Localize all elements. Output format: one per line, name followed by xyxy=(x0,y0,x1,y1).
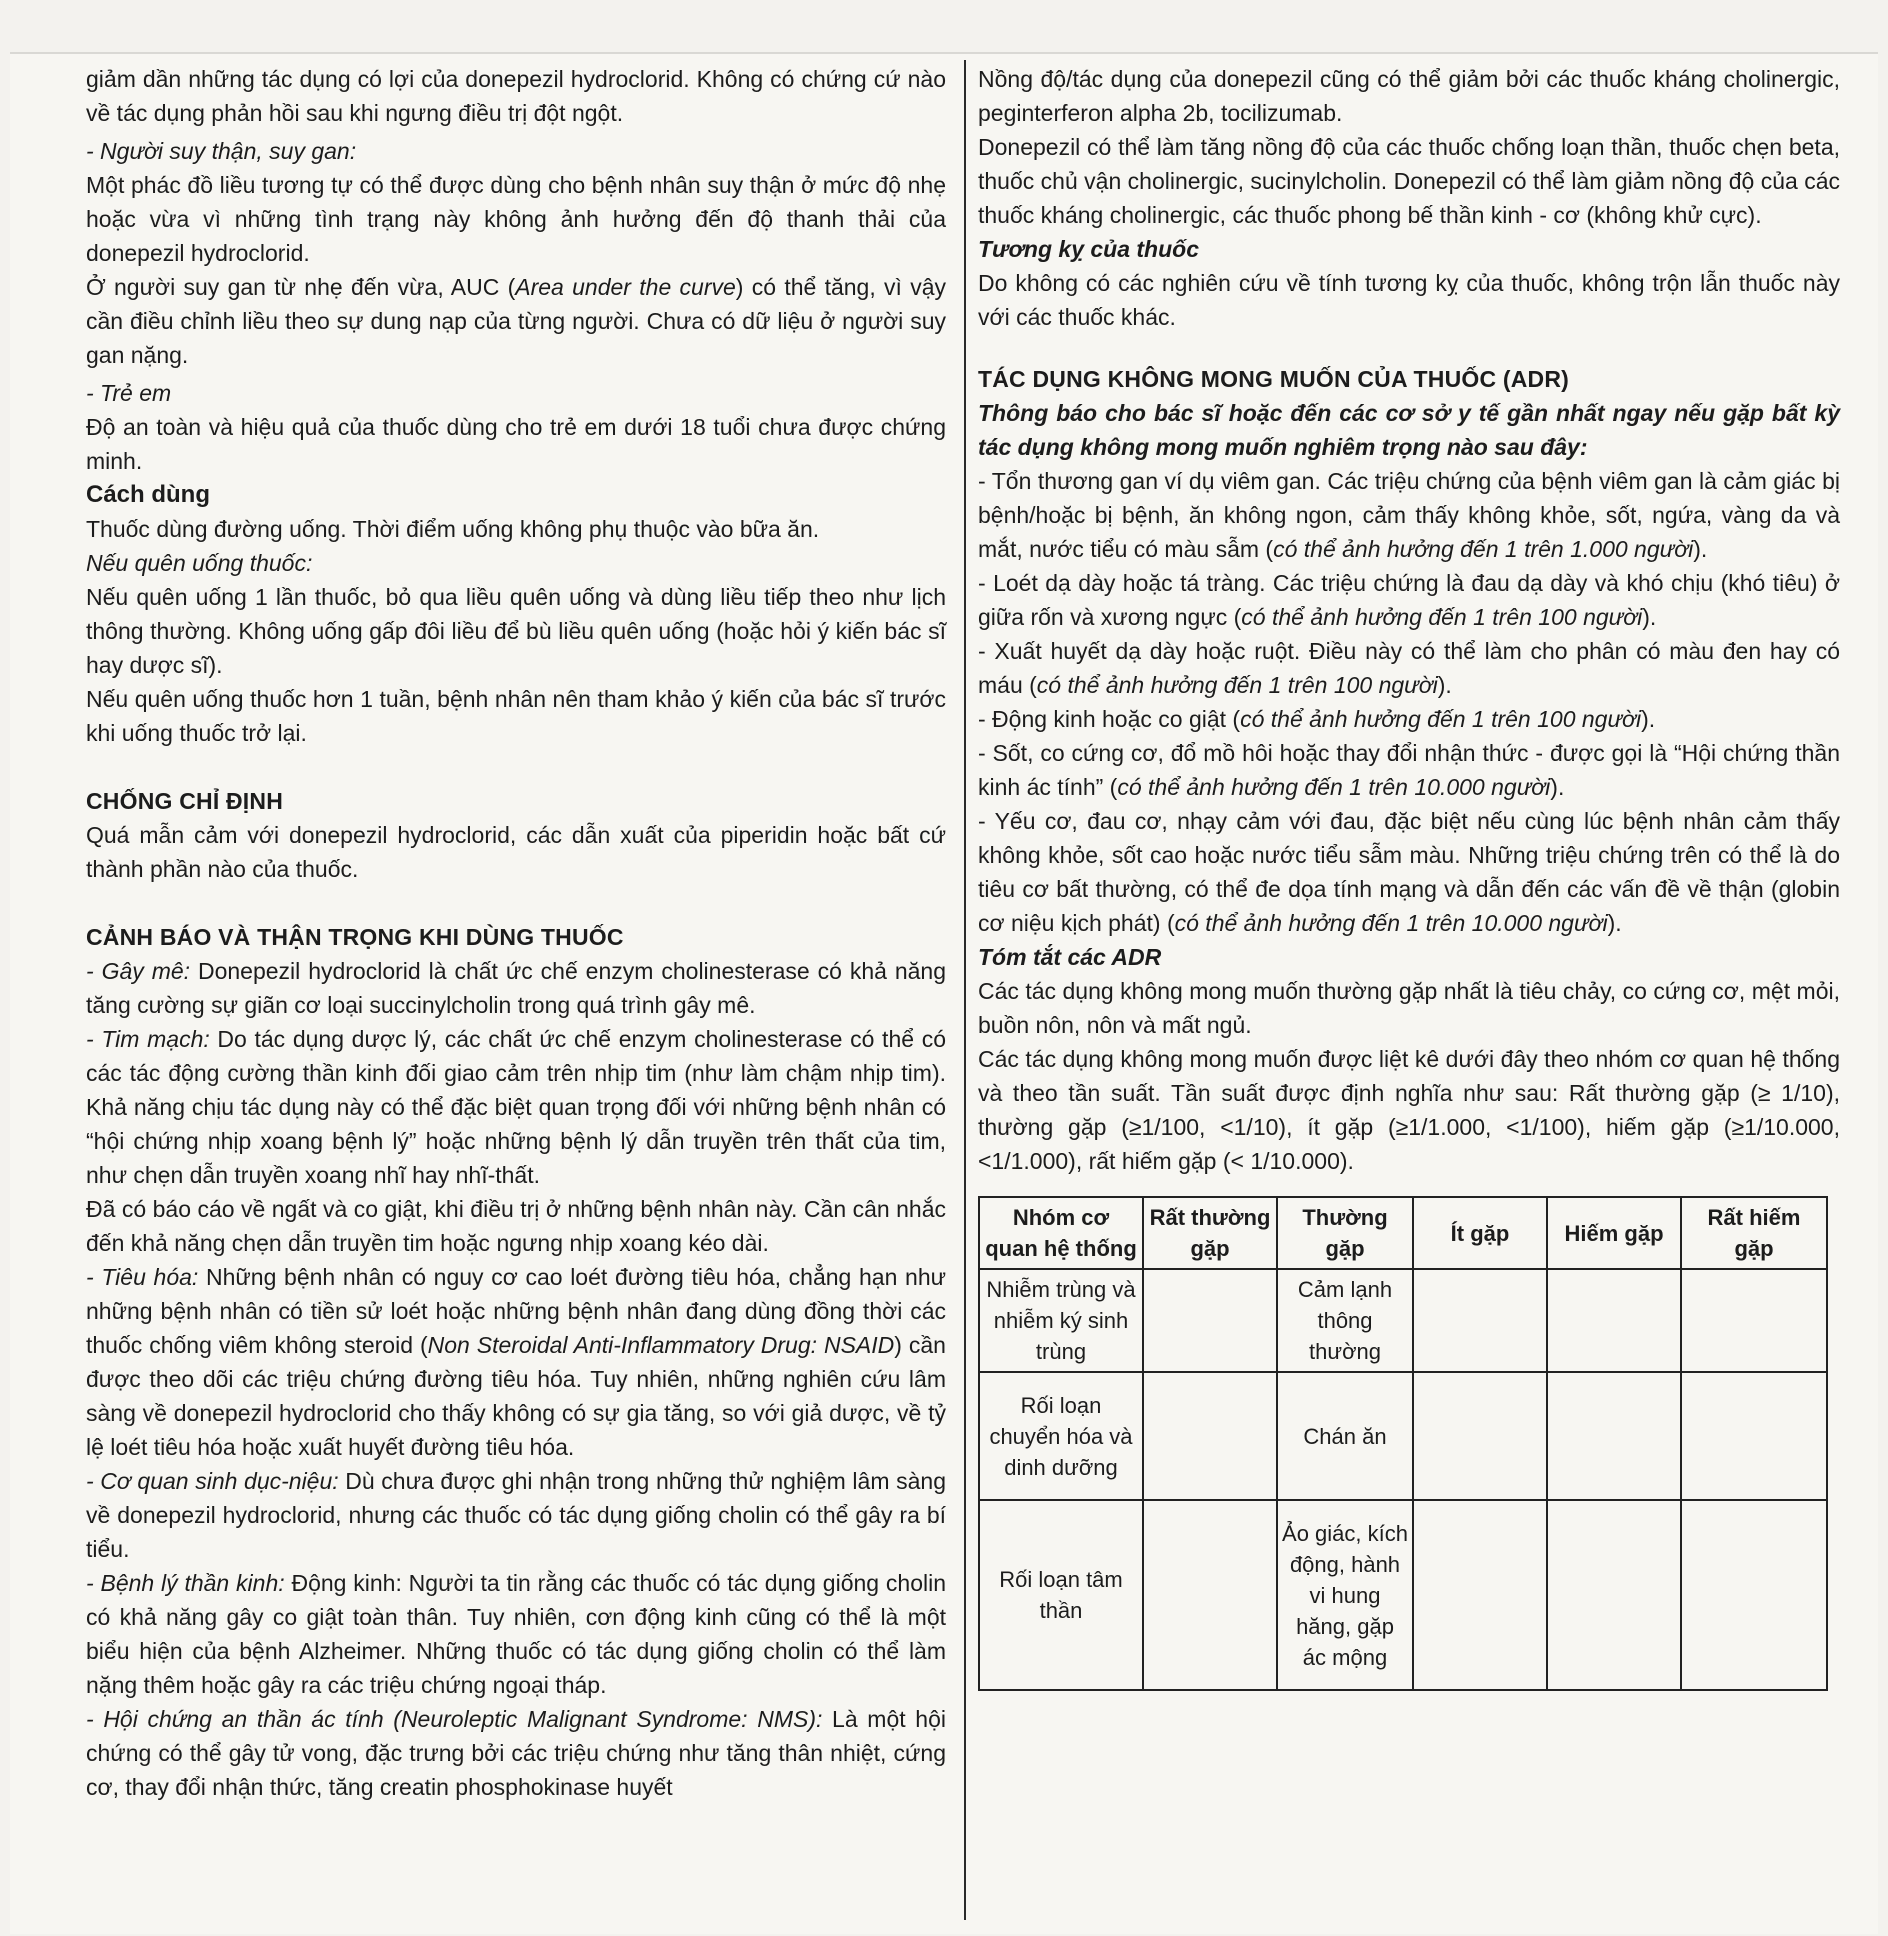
compatibility-paragraph: Do không có các nghiên cứu về tính tương kỵ của thuốc, không trộn lẫn thuốc này với các thuốc khác. xyxy=(978,270,1840,330)
adr-bullet-ulcer-text: - Loét dạ dày hoặc tá tràng. Các triệu chứng là đau dạ dày và khó chịu (khó tiêu) ở giữa rốn và xương ngực ( xyxy=(978,570,1840,630)
cardio-paragraph-2: Đã có báo cáo về ngất và co giật, khi điều trị ở những bệnh nhân này. Cần cân nhắc đến khả năng chẹn dẫn truyền tim hoặc ngưng nhịp xoang kéo dài. xyxy=(86,1196,946,1256)
nms-label: - Hội chứng an thần ác tính (Neuroleptic Malignant Syndrome: NMS): xyxy=(86,1706,823,1732)
table-header-cell: Nhóm cơ quan hệ thống xyxy=(979,1197,1143,1269)
adr-bullet-ulcer-freq: có thể ảnh hưởng đến 1 trên 100 người xyxy=(1241,604,1643,630)
contraindication-heading: CHỐNG CHỈ ĐỊNH xyxy=(86,788,284,814)
table-cell xyxy=(1143,1269,1277,1372)
adr-summary-paragraph-1: Các tác dụng không mong muốn thường gặp nhất là tiêu chảy, co cứng cơ, mệt mỏi, buồn nôn, nôn và mất ngủ. xyxy=(978,978,1840,1038)
hepatic-text-c: ) có thể tăng, vì vậy cần điều chỉnh liều theo sự dung nạp của từng người. Chưa có dữ liệu ở người suy gan nặng. xyxy=(86,274,947,368)
anesthesia-paragraph xyxy=(86,954,946,1022)
closing-punct: ). xyxy=(1642,604,1657,630)
gi-text-a: Những bệnh nhân có nguy cơ cao loét đường tiêu hóa, chẳng hạn như những bệnh nhân có tiền sử loét hoặc những bệnh nhân đang dùng đồng thời các thuốc chống viêm không steroid ( xyxy=(86,1264,947,1358)
cardio-text: Do tác dụng dược lý, các chất ức chế enzym cholinesterase có thể có các tác động cường thần kinh đối giao cảm trên nhịp tim (như làm chậm nhịp tim). Khả năng chịu tác dụng này có thể đặc biệt quan trọng đối với những bệnh nhân có “hội chứng nhịp xoang bệnh lý” hoặc những bệnh lý dẫn truyền trên thất của tim, như chẹn dẫn truyền xoang nhĩ hay nhĩ-thất. xyxy=(86,1026,946,1188)
adr-summary-heading: Tóm tắt các ADR xyxy=(978,944,1162,970)
right-column xyxy=(978,62,1840,1691)
adr-bullet-bleeding xyxy=(978,634,1840,702)
neuro-label: - Bệnh lý thần kinh: xyxy=(86,1570,285,1596)
table-cell xyxy=(1143,1500,1277,1690)
table-cell xyxy=(1681,1372,1827,1500)
adr-bullet-muscle-freq: có thể ảnh hưởng đến 1 trên 10.000 người xyxy=(1174,910,1608,936)
adr-heading: TÁC DỤNG KHÔNG MONG MUỐN CỦA THUỐC (ADR) xyxy=(978,366,1570,392)
adr-table xyxy=(978,1196,1828,1691)
adr-bullet-seizure-text: - Động kinh hoặc co giật ( xyxy=(978,706,1241,732)
table-cell xyxy=(1143,1372,1277,1500)
closing-punct: ). xyxy=(1437,672,1452,698)
adr-bullet-liver-freq: có thể ảnh hưởng đến 1 trên 1.000 người xyxy=(1273,536,1694,562)
closing-punct: ). xyxy=(1641,706,1656,732)
table-cell xyxy=(1413,1269,1547,1372)
leaflet-page xyxy=(10,52,1878,1934)
genitourinary-paragraph xyxy=(86,1464,946,1566)
neuro-paragraph xyxy=(86,1566,946,1702)
left-column xyxy=(86,62,946,1804)
renal-hepatic-heading: - Người suy thận, suy gan: xyxy=(86,138,357,164)
table-header-cell: Ít gặp xyxy=(1413,1197,1547,1269)
table-row xyxy=(979,1372,1827,1500)
nms-paragraph xyxy=(86,1702,946,1804)
table-cell xyxy=(1547,1269,1681,1372)
usage-paragraph: Thuốc dùng đường uống. Thời điểm uống không phụ thuộc vào bữa ăn. xyxy=(86,516,820,542)
adr-summary-paragraph-2: Các tác dụng không mong muốn được liệt kê dưới đây theo nhóm cơ quan hệ thống và theo tần suất. Tần suất được định nghĩa như sau: Rất thường gặp (≥ 1/10), thường gặp (≥1/100, <1/10), ít gặp (≥1/1.000, <1/100), hiếm gặp (≥1/10.000, <1/1.000), rất hiếm gặp (< 1/10.000). xyxy=(978,1046,1840,1174)
adr-bullet-liver xyxy=(978,464,1840,566)
closing-punct: ). xyxy=(1607,910,1622,936)
anesthesia-text: Donepezil hydroclorid là chất ức chế enzym cholinesterase có khả năng tăng cường sự giãn cơ loại succinylcholin trong quá trình gây mê. xyxy=(86,958,946,1018)
adr-bullet-muscle-text: - Yếu cơ, đau cơ, nhạy cảm với đau, đặc biệt nếu cùng lúc bệnh nhân cảm thấy không khỏe, sốt cao hoặc nước tiểu sẫm màu. Những triệu chứng trên có thể là do tiêu cơ bất thường, có thể đe dọa tính mạng và dẫn đến các vấn đề về thận (globin cơ niệu kịch phát) ( xyxy=(978,808,1840,936)
closing-punct: ). xyxy=(1693,536,1708,562)
table-cell xyxy=(1681,1500,1827,1690)
table-header-cell: Rất hiếm gặp xyxy=(1681,1197,1827,1269)
adr-bullet-seizure-freq: có thể ảnh hưởng đến 1 trên 100 người xyxy=(1240,706,1642,732)
hepatic-text-a: Ở người suy gan từ nhẹ đến vừa, AUC ( xyxy=(86,274,516,300)
adr-notice: Thông báo cho bác sĩ hoặc đến các cơ sở y tế gần nhất ngay nếu gặp bất kỳ tác dụng không mong muốn nghiêm trọng nào sau đây: xyxy=(978,400,1840,460)
table-header-cell: Thường gặp xyxy=(1277,1197,1413,1269)
cardio-paragraph xyxy=(86,1022,946,1192)
anesthesia-label: - Gây mê: xyxy=(86,958,191,984)
auc-term: Area under the curve xyxy=(515,274,736,300)
children-paragraph: Độ an toàn và hiệu quả của thuốc dùng cho trẻ em dưới 18 tuổi chưa được chứng minh. xyxy=(86,414,946,474)
table-header-cell: Hiếm gặp xyxy=(1547,1197,1681,1269)
table-cell: Nhiễm trùng và nhiễm ký sinh trùng xyxy=(979,1269,1143,1372)
missed-dose-paragraph-2: Nếu quên uống thuốc hơn 1 tuần, bệnh nhân nên tham khảo ý kiến của bác sĩ trước khi uống thuốc trở lại. xyxy=(86,686,946,746)
missed-dose-heading: Nếu quên uống thuốc: xyxy=(86,550,313,576)
table-cell: Cảm lạnh thông thường xyxy=(1277,1269,1413,1372)
adr-bullet-nms xyxy=(978,736,1840,804)
adr-bullet-muscle xyxy=(978,804,1840,940)
table-cell xyxy=(1547,1500,1681,1690)
interaction-paragraph-2: Donepezil có thể làm tăng nồng độ của các thuốc chống loạn thần, thuốc chẹn beta, thuốc chủ vận cholinergic, sucinylcholin. Donepezil có thể làm giảm nồng độ của các thuốc kháng cholinergic, các thuốc phong bế thần kinh - cơ (không khử cực). xyxy=(978,134,1840,228)
adr-bullet-nms-freq: có thể ảnh hưởng đến 1 trên 10.000 người xyxy=(1117,774,1551,800)
column-divider xyxy=(964,60,966,1920)
gi-label: - Tiêu hóa: xyxy=(86,1264,199,1290)
adr-bullet-seizure xyxy=(978,702,1840,736)
interaction-paragraph-1: Nồng độ/tác dụng của donepezil cũng có thể giảm bởi các thuốc kháng cholinergic, peginterferon alpha 2b, tocilizumab. xyxy=(978,66,1840,126)
genitourinary-label: - Cơ quan sinh dục-niệu: xyxy=(86,1468,339,1494)
gi-paragraph xyxy=(86,1260,946,1464)
cardio-label: - Tim mạch: xyxy=(86,1026,210,1052)
hepatic-paragraph xyxy=(86,270,946,372)
compatibility-heading: Tương kỵ của thuốc xyxy=(978,236,1199,262)
children-heading: - Trẻ em xyxy=(86,380,172,406)
neuro-text: Động kinh: Người ta tin rằng các thuốc có tác dụng giống cholin có khả năng gây co giật toàn thân. Tuy nhiên, cơn động kinh cũng có thể là một biểu hiện của bệnh Alzheimer. Những thuốc có tác dụng giống cholin có thể làm nặng thêm hoặc gây ra các triệu chứng ngoại tháp. xyxy=(86,1570,946,1698)
closing-punct: ). xyxy=(1550,774,1565,800)
table-cell xyxy=(1681,1269,1827,1372)
table-cell xyxy=(1547,1372,1681,1500)
gi-text-c: ) cần được theo dõi các triệu chứng đường tiêu hóa. Tuy nhiên, những nghiên cứu lâm sàng về donepezil hydroclorid cho thấy không có sự gia tăng, so với giả dược, về tỷ lệ loét tiêu hóa hoặc xuất huyết đường tiêu hóa. xyxy=(86,1332,946,1460)
table-cell: Ảo giác, kích động, hành vi hung hăng, gặp ác mộng xyxy=(1277,1500,1413,1690)
missed-dose-paragraph-1: Nếu quên uống 1 lần thuốc, bỏ qua liều quên uống và dùng liều tiếp theo như lịch thông thường. Không uống gấp đôi liều để bù liều quên uống (hoặc hỏi ý kiến bác sĩ hay dược sĩ). xyxy=(86,584,946,678)
nsaid-term: Non Steroidal Anti-Inflammatory Drug: NSAID xyxy=(427,1332,895,1358)
table-row xyxy=(979,1269,1827,1372)
table-header-cell: Rất thường gặp xyxy=(1143,1197,1277,1269)
warnings-heading: CẢNH BÁO VÀ THẬN TRỌNG KHI DÙNG THUỐC xyxy=(86,924,624,950)
table-row xyxy=(979,1500,1827,1690)
genitourinary-text: Dù chưa được ghi nhận trong những thử nghiệm lâm sàng về donepezil hydroclorid, nhưng các thuốc có tác dụng giống cholin có thể gây ra bí tiểu. xyxy=(86,1468,946,1562)
adr-bullet-nms-text: - Sốt, co cứng cơ, đổ mồ hôi hoặc thay đổi nhận thức - được gọi là “Hội chứng thần kinh ác tính” ( xyxy=(978,740,1840,800)
contraindication-paragraph: Quá mẫn cảm với donepezil hydroclorid, các dẫn xuất của piperidin hoặc bất cứ thành phần nào của thuốc. xyxy=(86,822,946,882)
adr-bullet-liver-text: - Tổn thương gan ví dụ viêm gan. Các triệu chứng của bệnh viêm gan là cảm giác bị bệnh/hoặc bị bệnh, ăn không ngon, cảm thấy không khỏe, sốt, ngứa, vàng da và mắt, nước tiểu có màu sẫm ( xyxy=(978,468,1840,562)
table-cell: Rối loạn chuyển hóa và dinh dưỡng xyxy=(979,1372,1143,1500)
intro-paragraph: giảm dần những tác dụng có lợi của donepezil hydroclorid. Không có chứng cứ nào về tác dụng phản hồi sau khi ngưng điều trị đột ngột. xyxy=(86,66,946,126)
adr-table-header-row xyxy=(979,1197,1827,1269)
nms-text: Là một hội chứng có thể gây tử vong, đặc trưng bởi các triệu chứng như tăng thân nhiệt, cứng cơ, thay đổi nhận thức, tăng creatin phosphokinase huyết xyxy=(86,1706,946,1800)
table-cell: Chán ăn xyxy=(1277,1372,1413,1500)
table-cell xyxy=(1413,1372,1547,1500)
table-cell: Rối loạn tâm thần xyxy=(979,1500,1143,1690)
usage-heading: Cách dùng xyxy=(86,481,210,508)
renal-paragraph: Một phác đồ liều tương tự có thể được dùng cho bệnh nhân suy thận ở mức độ nhẹ hoặc vừa vì những tình trạng này không ảnh hưởng đến độ thanh thải của donepezil hydroclorid. xyxy=(86,172,946,266)
adr-bullet-ulcer xyxy=(978,566,1840,634)
table-cell xyxy=(1413,1500,1547,1690)
adr-bullet-bleeding-freq: có thể ảnh hưởng đến 1 trên 100 người xyxy=(1036,672,1438,698)
adr-bullet-bleeding-text: - Xuất huyết dạ dày hoặc ruột. Điều này có thể làm cho phân có màu đen hay có máu ( xyxy=(978,638,1840,698)
